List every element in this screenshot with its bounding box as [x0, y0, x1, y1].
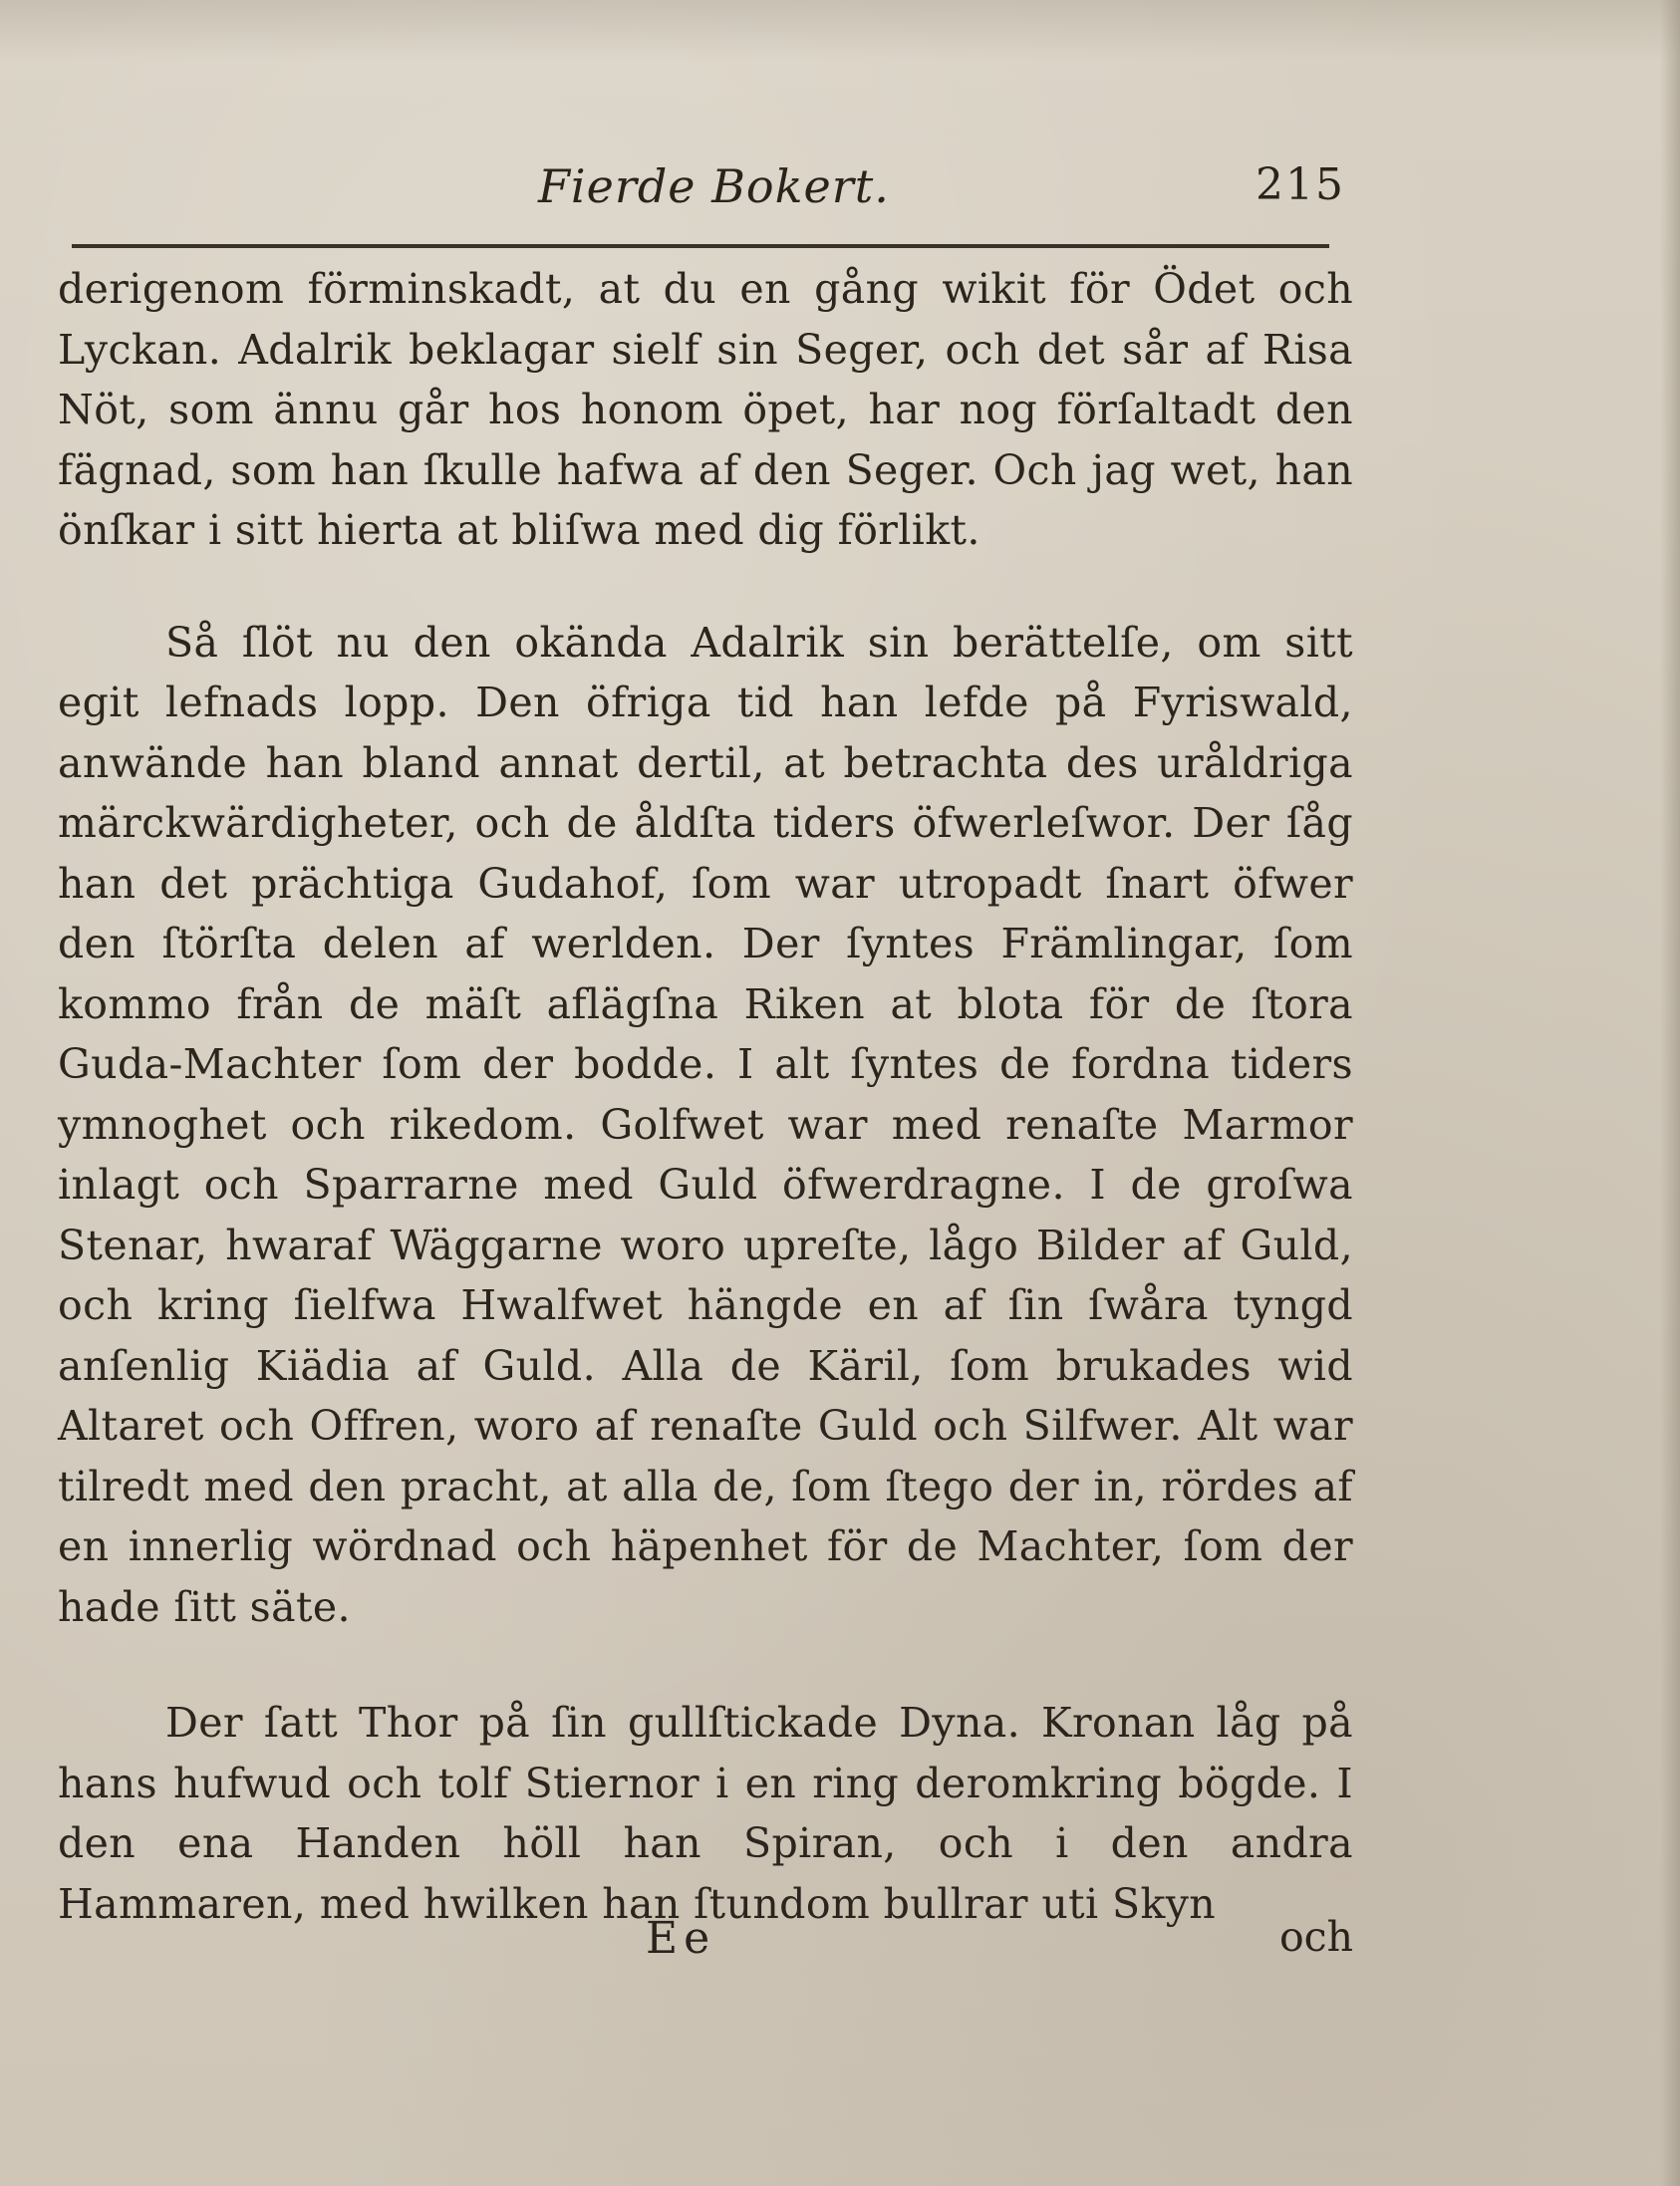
- signature-mark: Ee: [646, 1913, 716, 1964]
- page-top-shadow: [0, 0, 1680, 60]
- page-edge-shadow: [1660, 0, 1680, 2186]
- catchword: och: [1278, 1913, 1353, 1961]
- body-text: [58, 259, 1353, 1934]
- page-footer: [58, 1913, 1353, 1973]
- paragraph-3: Der ſatt Thor på ſin gullſtickade Dyna. Kronan låg på hans hufwud och tolf Stiernor i en ring deromkring bögde. I den ena Handen höll han Spiran, och i den andra Hammaren, med hwilken han ſtundom bullrar uti Skyn: [58, 1699, 1353, 1928]
- page-header: [70, 159, 1345, 229]
- paragraph-2: Så ſlöt nu den okända Adalrik sin berättelſe, om sitt egit lefnads lopp. Den öfriga tid han lefde på Fyriswald, anwände han bland annat dertil, at betrachta des uråldriga märckwärdigheter, och de åldſta tiders öfwerleſwor. Der ſåg han det prächtiga Gudahof, ſom war utropadt ſnart öfwer den ſtörſta delen af werlden. Der ſyntes Främlingar, ſom kommo från de mäſt aflägſna Riken at blota för de ſtora Guda-Machter ſom der bodde. I alt ſyntes de fordna tiders ymnoghet och rikedom. Golfwet war med renaſte Marmor inlagt och Sparrarne med Guld öfwerdragne. I de groſwa Stenar, hwaraf Wäggarne woro upreſte, lågo Bilder af Guld, och kring ſielfwa Hwalfwet hängde en af ſin ſwåra tyngd anſenlig Kiädia af Guld. Alla de Käril, ſom brukades wid Altaret och Offren, woro af renaſte Guld och Silfwer. Alt war tilredt med den pracht, at alla de, ſom ſtego der in, rördes af en innerlig wördnad och häpenhet för de Machter, ſom der hade ſitt säte.: [58, 618, 1353, 1631]
- running-title: Fierde Bokert.: [538, 159, 890, 213]
- paragraph-1: derigenom förminskadt, at du en gång wikit för Ödet och Lyckan. Adalrik beklagar sielf sin Seger, och det sår af Risa Nöt, som ännu går hos honom öpet, har nog förſaltadt den fägnad, som han ſkulle hafwa af den Seger. Och jag wet, han önſkar i sitt hierta at bliſwa med dig förlikt.: [58, 265, 1353, 554]
- header-rule: [72, 244, 1329, 248]
- page-number: 215: [1256, 159, 1345, 210]
